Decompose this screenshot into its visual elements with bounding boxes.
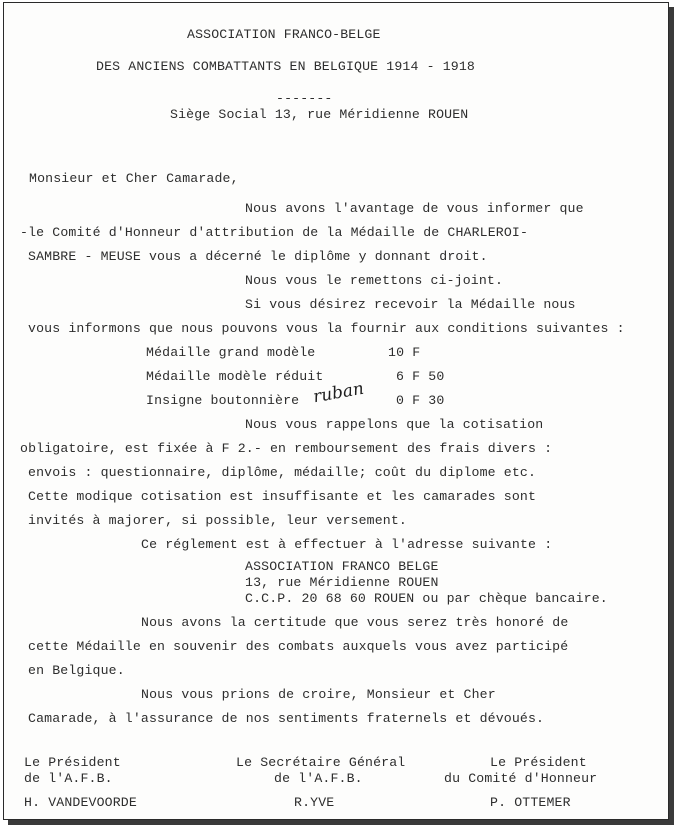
price-value: 6 F 50: [396, 369, 445, 384]
para2-line: Nous vous rappelons que la cotisation: [245, 417, 544, 432]
signature-title: de l'A.F.B.: [274, 771, 363, 786]
para1-line: -le Comité d'Honneur d'attribution de la Médaille de CHARLEROI-: [20, 225, 529, 240]
closing-line: Camarade, à l'assurance de nos sentiments fraternels et dévoués.: [28, 711, 545, 726]
signature-name: H. VANDEVOORDE: [24, 795, 137, 810]
price-item: Médaille grand modèle: [146, 345, 316, 360]
signature-name: P. OTTEMER: [490, 795, 571, 810]
signature-title: Le Président: [24, 755, 121, 770]
para1-line: vous informons que nous pouvons vous la fournir aux conditions suivantes :: [28, 321, 625, 336]
header-rule: -------: [276, 91, 333, 106]
signature-title: Le Secrétaire Général: [236, 755, 406, 770]
para2-line: envois : questionnaire, diplôme, médaille; coût du diplome etc.: [28, 465, 537, 480]
price-item: Insigne boutonnière: [146, 393, 300, 408]
address-line: 13, rue Méridienne ROUEN: [245, 575, 439, 590]
price-item: Médaille modèle réduit: [146, 369, 324, 384]
signature-name: R.YVE: [294, 795, 335, 810]
price-value: 0 F 30: [396, 393, 445, 408]
handwritten-note: ruban: [311, 378, 366, 408]
salutation: Monsieur et Cher Camarade,: [29, 171, 239, 186]
para3-line: cette Médaille en souvenir des combats auxquels vous avez participé: [28, 639, 569, 654]
signature-title: de l'A.F.B.: [24, 771, 113, 786]
para1-line: SAMBRE - MEUSE vous a décerné le diplôme y donnant droit.: [28, 249, 488, 264]
address-line: ASSOCIATION FRANCO BELGE: [245, 559, 439, 574]
signature-title: Le Président: [490, 755, 587, 770]
closing-line: Nous vous prions de croire, Monsieur et Cher: [141, 687, 496, 702]
header-subtitle: DES ANCIENS COMBATTANTS EN BELGIQUE 1914 - 1918: [96, 59, 475, 74]
payment-intro: Ce réglement est à effectuer à l'adresse suivante :: [141, 537, 553, 552]
para3-line: en Belgique.: [28, 663, 125, 678]
para2-line: invités à majorer, si possible, leur versement.: [28, 513, 407, 528]
header-association: ASSOCIATION FRANCO-BELGE: [187, 27, 381, 42]
signature-title: du Comité d'Honneur: [444, 771, 598, 786]
para1-line: Nous avons l'avantage de vous informer que: [245, 201, 584, 216]
letter-page: [3, 2, 669, 820]
para1-line: Nous vous le remettons ci-joint.: [245, 273, 504, 288]
address-line: C.C.P. 20 68 60 ROUEN ou par chèque bancaire.: [245, 591, 608, 606]
para2-line: Cette modique cotisation est insuffisante et les camarades sont: [28, 489, 537, 504]
header-siege: Siège Social 13, rue Méridienne ROUEN: [170, 107, 469, 122]
price-value: 10 F: [388, 345, 421, 360]
para2-line: obligatoire, est fixée à F 2.- en remboursement des frais divers :: [20, 441, 553, 456]
para3-line: Nous avons la certitude que vous serez très honoré de: [141, 615, 569, 630]
para1-line: Si vous désirez recevoir la Médaille nous: [245, 297, 576, 312]
